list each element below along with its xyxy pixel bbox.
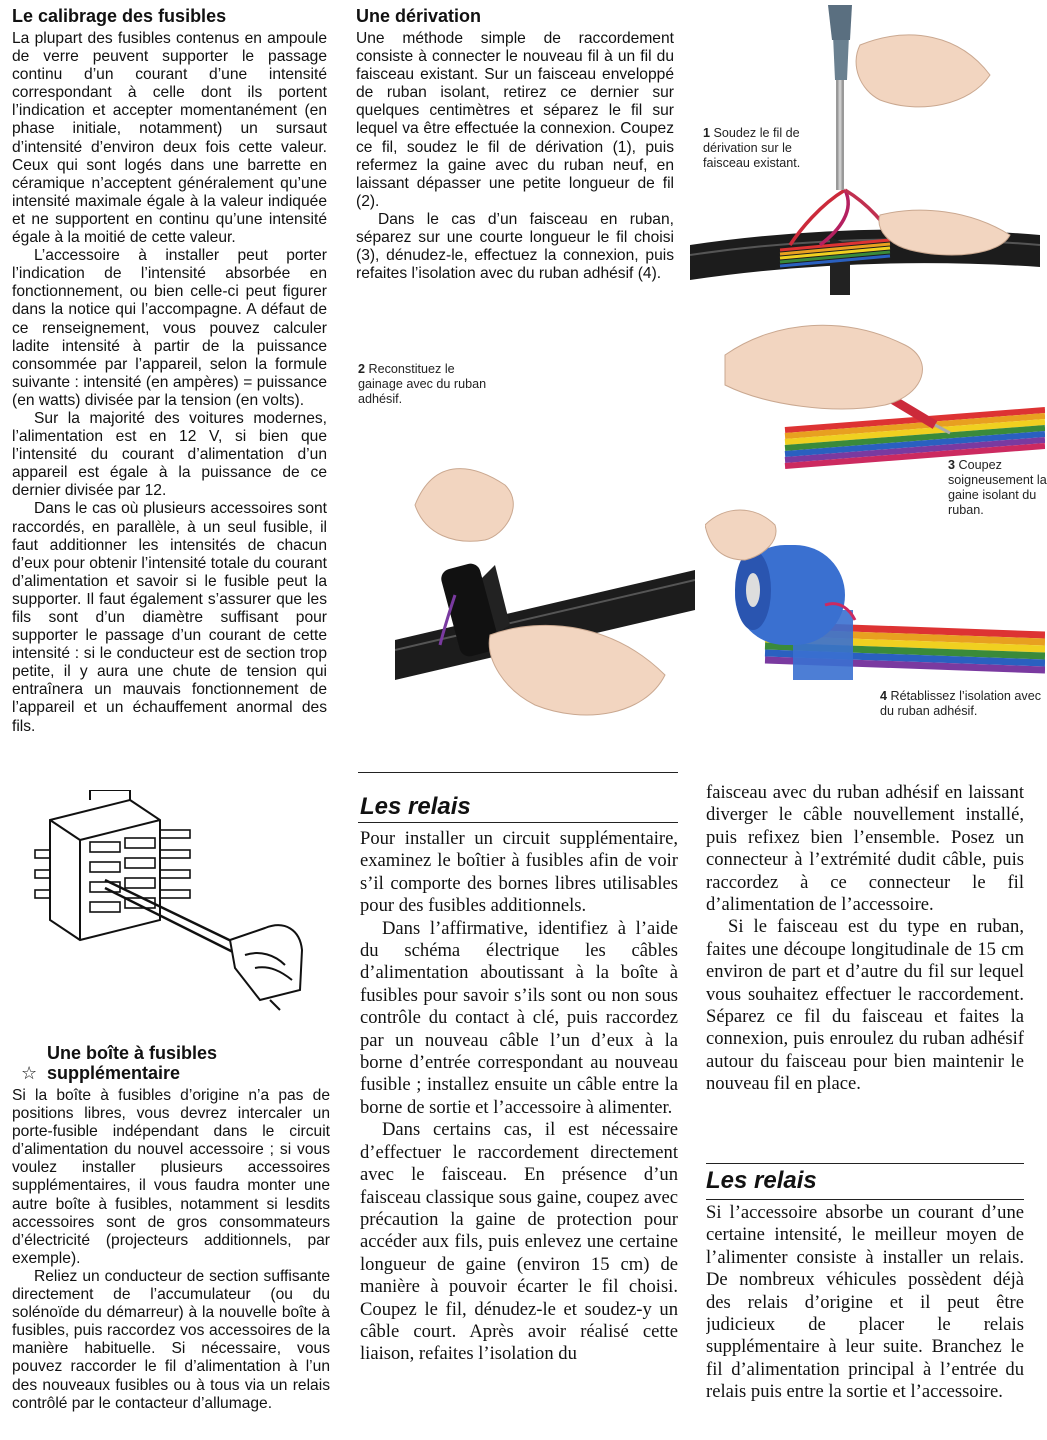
caption-4-number: 4 — [880, 689, 888, 703]
relais-1-body — [360, 828, 678, 1366]
caption-1-text: Soudez le fil de dérivation sur le faisceau existant. — [703, 126, 801, 170]
rule-relais2-top — [706, 1163, 1024, 1164]
relais-section-2 — [706, 1166, 1024, 1440]
star-icon: ☆ — [21, 1063, 38, 1083]
relais-2-body — [706, 1202, 1024, 1404]
fuse-rating-section — [12, 6, 327, 786]
caption-1-number: 1 — [703, 126, 711, 140]
fuse-rating-paragraph-1: La plupart des fusibles contenus en ampoule de verre peuvent supporter le passage continu d’un courant d’une intensité correspondant à celle dont ils portent l’indication et accepter momentanément (en phase initiale, notamment) un sursaut d’intensité d’environ deux fois cette valeur. Ceux qui sont logés dans une barrette en céramique n’acceptent généralement qu’une intensité maximale égale à la valeur indiquée et ne supportent en continu qu’une intensité égale à la moitié de cette valeur. — [12, 30, 327, 247]
fuse-rating-heading: Le calibrage des fusibles — [12, 6, 227, 26]
derivation-section — [356, 6, 674, 306]
relais-cont-paragraph-1: faisceau avec du ruban adhésif en laissant diverger le câble nouvellement installé, puis refixez bien l’ensemble. Posez un connecteur à l’extrémité dudit câble, puis raccordez à ce connecteur le fil d’alimentation de l’accessoire. — [706, 782, 1024, 916]
extra-fuse-box-section — [12, 1043, 330, 1438]
extra-fuse-box-paragraph-1: Si la boîte à fusibles d’origine n’a pas de positions libres, vous devrez intercaler un porte-fusible indépendant dans le circuit d’alimentation du nouvel accessoire ; si vous voulez installer plusieurs accessoires supplémentaires, il vous faudra monter une autre boîte à fusibles, notamment si lesdits accessoires sont de gros consommateurs d’électricité (projecteurs additionnels, par exemple). — [12, 1087, 330, 1267]
caption-1 — [703, 126, 813, 171]
caption-2 — [358, 362, 488, 407]
relais-1-paragraph-1: Pour installer un circuit supplémentaire, examinez le boîtier à fusibles afin de voir s’il comporte des bornes libres utilisables pour des fusibles additionnels. — [360, 828, 678, 917]
relais-1-paragraph-2: Dans l’affirmative, identifiez à l’aide du schéma électrique les câbles d’alimentation aboutissant à la boîte à fusibles pour savoir s’ils sont ou non sous contrôle du contact à clé, puis raccordez par un nouveau câble l’un d’eux à la borne d’entrée correspondant au nouveau fusible ; installez ensuite un câble entre la borne de sortie et l’accessoire à alimenter. — [360, 917, 678, 1118]
relais-heading-1: Les relais — [360, 793, 471, 820]
caption-2-text: Reconstituez le gainage avec du ruban adhésif. — [358, 362, 487, 406]
extra-fuse-box-heading-2 — [21, 1063, 330, 1083]
extra-fuse-box-paragraph-2: Reliez un conducteur de section suffisante directement de l’accumulateur (ou du solénoïde du démarreur) à la nouvelle boîte à fusibles, puis raccordez vos accessoires de la manière habituelle. Si nécessaire, vous pouvez raccorder le fil d’alimentation à l’un des nouveaux fusibles ou à tous via un relais contrôlé par le contacteur d’allumage. — [12, 1267, 330, 1412]
fuse-rating-paragraph-2: L’accessoire à installer peut porter l’indication de l’intensité absorbée en fonctionnement, ou bien celle-ci peut figurer dans la notice qui l’accompagne. A défaut de ce renseignement, vous pouvez calculer ladite intensité à partir de la puissance consommée par l’appareil, selon la formule suivante : intensité (en ampères) = puissance (en watts) divisée par la tension (en volts). — [12, 247, 327, 409]
caption-3-text: Coupez soigneusement la gaine isolant du ruban. — [948, 458, 1047, 517]
relais-2-paragraph-1: Si l’accessoire absorbe un courant d’une certaine intensité, le meilleur moyen de l’alimenter consiste à installer un relais. De nombreux véhicules possèdent déjà des relais d’origine et il peut être judicieux de placer le relais supplémentaire à leur suite. Branchez le fil d’alimentation principal à l’entrée du relais puis entre la sortie et l’accessoire. — [706, 1202, 1024, 1403]
relais-cont-paragraph-2: Si le faisceau est du type en ruban, faites une découpe longitudinale de 15 cm environ de part et d’autre du fil sur lequel vous souhaitez effectuer le raccordement. Séparez ce fil du faisceau et faites la connexion, puis enroulez du ruban adhésif autour du faisceau pour bien maintenir le nouveau fil en place. — [706, 916, 1024, 1095]
relais-section-1 — [360, 792, 678, 1440]
extra-fuse-box-heading — [47, 1043, 330, 1063]
caption-4-text: Rétablissez l’isolation avec du ruban adhésif. — [880, 689, 1042, 718]
relais-heading-2: Les relais — [706, 1167, 817, 1194]
caption-3-number: 3 — [948, 458, 956, 472]
extra-fuse-box-heading-line1: Une boîte à fusibles — [47, 1043, 218, 1063]
relais-continuation — [706, 782, 1024, 1152]
relais-1-paragraph-3: Dans certains cas, il est nécessaire d’effectuer le raccordement directement avec le faisceau. En présence d’un faisceau classique sous gaine, coupez avec précaution la gaine de protection pour accéder aux fils, puis enlevez une certaine longueur de gaine (environ 15 cm) de manière à pouvoir écarter le fil choisi. Coupez le fil, dénudez-le et soudez-y un câble court. Après avoir réalisé cette liaison, refaites l’isolation du — [360, 1119, 678, 1365]
fuse-box-illustration — [30, 790, 330, 1015]
blue-tape-illustration — [705, 505, 1045, 705]
caption-2-number: 2 — [358, 362, 366, 376]
extra-fuse-box-heading-line2: supplémentaire — [47, 1063, 181, 1083]
fuse-rating-paragraph-4: Dans le cas où plusieurs accessoires sont raccordés, en parallèle, à un seul fusible, il faut additionner les intensités de chacun d’eux pour obtenir l’intensité totale du courant d’alimentation et savoir si le fusible peut la supporter. Il faut également s’assurer que les fils sont d’un diamètre suffisant pour supporter le passage d’un courant de cette intensité : si le conducteur est de section trop petite, il y aura une chute de tension qui entraînera un mauvais fonctionnement de l’appareil et un échauffement anormal des fils. — [12, 500, 327, 735]
caption-4 — [880, 689, 1045, 719]
fuse-rating-paragraph-3: Sur la majorité des voitures modernes, l’alimentation est en 12 V, si bien que l’intensité du courant d’alimentation d’un appareil est égale à la puissance de ce dernier divisée par 12. — [12, 409, 327, 500]
derivation-paragraph-1: Une méthode simple de raccordement consiste à connecter le nouveau fil à un fil du faisceau existant. Sur un faisceau enveloppé de ruban isolant, retirez ce dernier sur quelques centimètres et séparez le fil sur lequel va être effectuée la connexion. Coupez ce fil, soudez le fil de dérivation (1), puis refermez la gaine avec du ruban neuf, en laissant dépasser une petite longueur de fil (2). — [356, 30, 674, 210]
taping-sheath-illustration — [395, 425, 695, 745]
rule-relais-top — [358, 772, 678, 773]
derivation-heading: Une dérivation — [356, 6, 482, 26]
derivation-paragraph-2: Dans le cas d’un faisceau en ruban, séparez sur une courte longueur le fil choisi (3), dénudez-le, effectuez la connexion, puis refaites l’isolation avec du ruban adhésif (4). — [356, 210, 674, 283]
cutting-ribbon-illustration — [705, 315, 1045, 475]
